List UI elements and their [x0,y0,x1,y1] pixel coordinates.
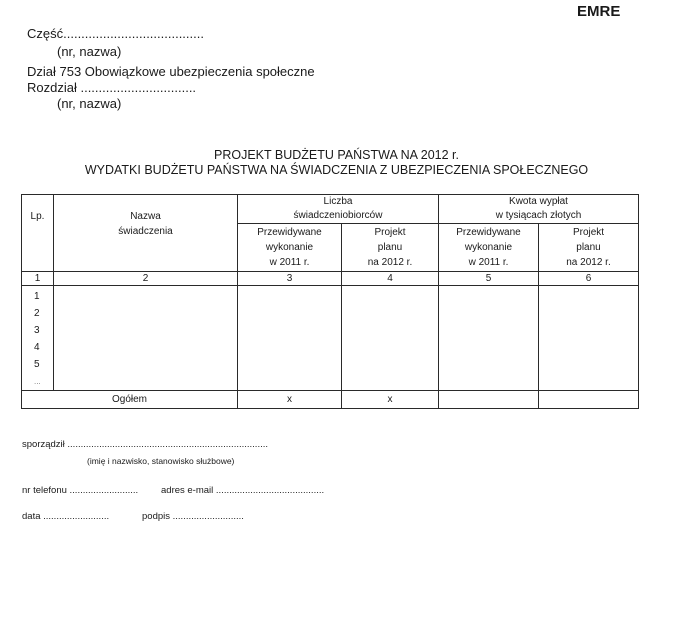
header-amount-plan [539,224,639,272]
prepared-by-field[interactable]: sporządził ............................................................................ [22,439,269,450]
phone-field[interactable]: nr telefonu .......................... [22,485,139,496]
header-beneficiaries [238,195,439,224]
name-cell[interactable] [54,286,238,391]
sub-header-text: Przewidywane [456,227,521,238]
row-number: 2 [34,308,40,319]
header-beneficiaries-line1: Liczba [323,196,353,207]
value-cell[interactable] [539,286,639,391]
chapter-line: Rozdział ................................ [27,80,197,95]
row-number: 4 [34,342,40,353]
section-line: Dział 753 Obowiązkowe ubezpieczenia społeczne [27,64,315,79]
row-number: 1 [34,291,40,302]
header-lp: Lp. [22,195,54,272]
column-number: 4 [342,272,439,286]
column-number: 5 [439,272,539,286]
sub-header-text: planu [576,242,601,253]
total-row [22,391,639,409]
sub-header-text: na 2012 r. [367,257,413,268]
sub-header-text: Przewidywane [257,227,322,238]
value-cell[interactable] [342,286,439,391]
part-line: Część....................................... [27,26,204,41]
sub-header-text: w 2011 r. [269,257,310,268]
column-number: 6 [539,272,639,286]
total-mark: x [238,391,342,409]
column-number: 3 [238,272,342,286]
header-amount-line1: Kwota wypłat [509,196,568,207]
total-amount-exec[interactable] [439,391,539,409]
sub-header-text: w 2011 r. [468,257,509,268]
prepared-by-hint: (imię i nazwisko, stanowisko służbowe) [87,456,235,466]
part-hint: (nr, nazwa) [57,44,122,59]
row-numbers [22,286,54,391]
row-number: 5 [34,359,40,370]
document-subtitle: WYDATKI BUDŻETU PAŃSTWA NA ŚWIADCZENIA Z UBEZPIECZENIA SPOŁECZNEGO [84,163,589,177]
header-beneficiaries-exec [238,224,342,272]
header-amount-exec [439,224,539,272]
sub-header-text: wykonanie [464,242,513,253]
chapter-hint: (nr, nazwa) [57,96,122,111]
header-beneficiaries-line2: świadczeniobiorców [293,210,383,221]
header-name-line2: świadczenia [118,226,173,237]
document-title: PROJEKT BUDŻETU PAŃSTWA NA 2012 r. [214,148,459,162]
sub-header-text: Projekt [572,227,605,238]
sub-header-text: na 2012 r. [566,257,611,268]
header-amount-line2: w tysiącach złotych [495,210,582,221]
document-code: EMRE [577,3,621,20]
budget-table [21,194,639,409]
column-number: 2 [54,272,238,286]
total-mark: x [342,391,439,409]
table-body-rows [22,286,639,391]
sub-header-text: Projekt [374,227,406,238]
header-beneficiaries-plan [342,224,439,272]
column-numbers-row [22,272,639,286]
header-name-line1: Nazwa [130,211,161,222]
sub-header-text: planu [377,242,403,253]
row-number: 3 [34,325,40,336]
row-number: ... [34,377,41,386]
sub-header-text: wykonanie [265,242,314,253]
date-field[interactable]: data ......................... [22,511,110,522]
value-cell[interactable] [439,286,539,391]
total-label: Ogółem [22,391,238,409]
total-amount-plan[interactable] [539,391,639,409]
header-amount [439,195,639,224]
email-field[interactable]: adres e-mail ......................................... [161,485,325,496]
header-name [54,195,238,272]
signature-field[interactable]: podpis ........................... [142,511,244,522]
column-number: 1 [22,272,54,286]
value-cell[interactable] [238,286,342,391]
